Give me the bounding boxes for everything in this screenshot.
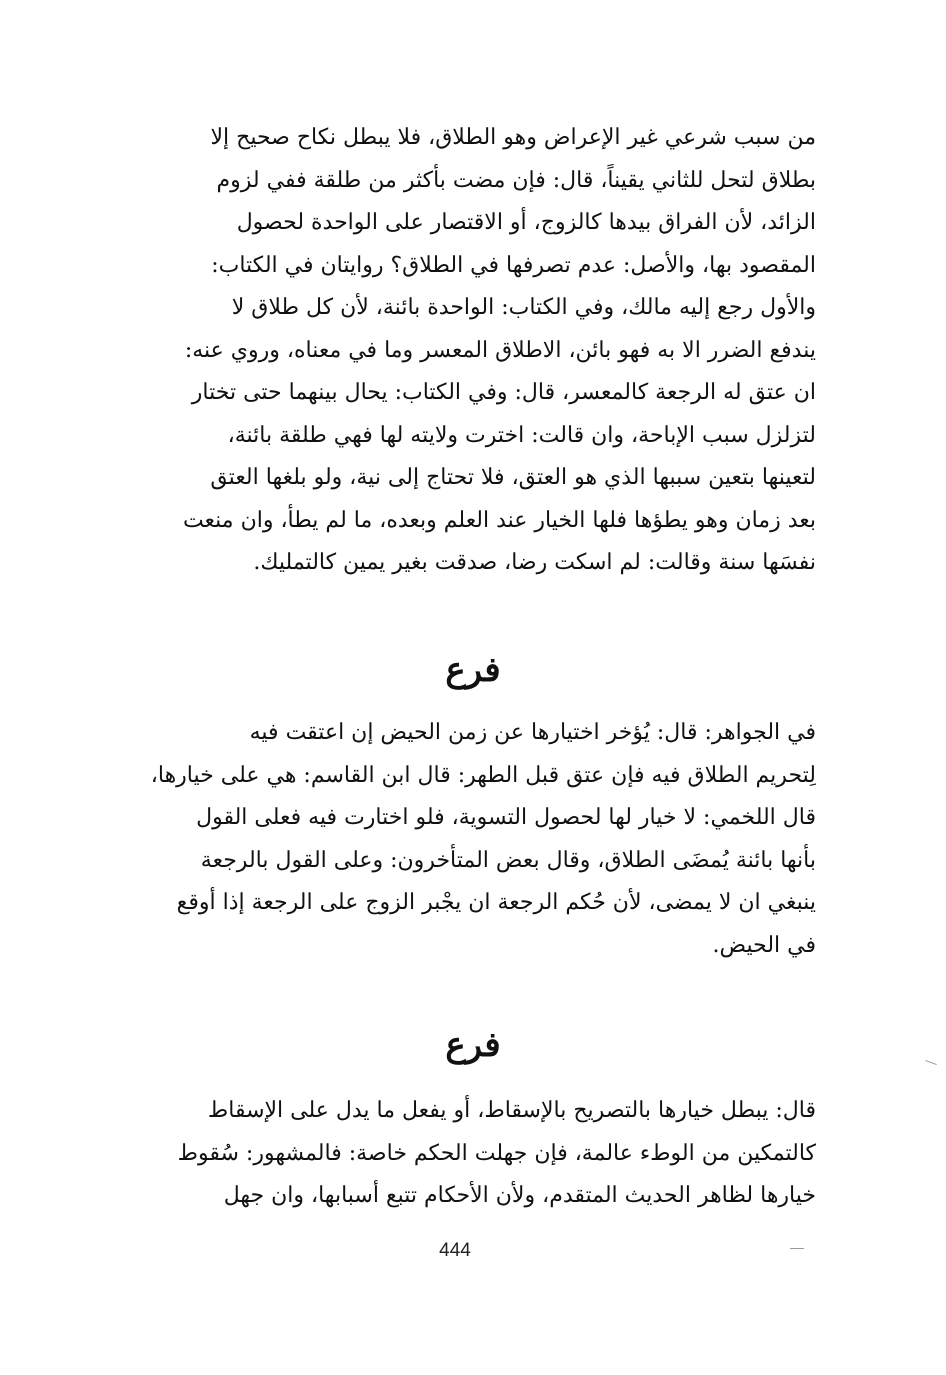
text-line: بعد زمان وهو يطؤها فلها الخيار عند العلم وبعده، ما لم يطأ، وان منعت	[182, 507, 816, 533]
text-line: نفسَها سنة وقالت: لم اسكت رضا، صدقت بغير يمين كالتمليك.	[253, 550, 816, 575]
paragraph-2	[130, 712, 816, 967]
text-line: الزائد، لأن الفراق بيدها كالزوج، أو الاقتصار على الواحدة لحصول	[236, 210, 816, 235]
page-number: 444	[439, 1240, 471, 1261]
text-line: ان عتق له الرجعة كالمعسر، قال: وفي الكتاب: يحال بينهما حتى تختار	[191, 380, 816, 405]
text-line: بطلاق لتحل للثاني يقيناً، قال: فإن مضت بأكثر من طلقة ففي لزوم	[216, 167, 816, 193]
text-line: لتزلزل سبب الإباحة، وان قالت: اخترت ولايته لها فهي طلقة بائنة،	[227, 422, 816, 448]
text-line: من سبب شرعي غير الإعراض وهو الطلاق، فلا يبطل نكاح صحيح إلا	[210, 125, 816, 150]
text-line: يندفع الضرر الا به فهو بائن، الاطلاق المعسر وما في معناه، وروي عنه:	[184, 337, 816, 363]
scan-mark	[790, 1248, 804, 1249]
text-line: لتعينها بتعين سببها الذي هو العتق، فلا تحتاج إلى نية، ولو بلغها العتق	[210, 465, 816, 490]
section-heading-1: فرع	[445, 650, 501, 690]
text-line: في الحيض.	[712, 932, 816, 958]
text-line: والأول رجع إليه مالك، وفي الكتاب: الواحدة بائنة، لأن كل طلاق لا	[231, 295, 816, 320]
text-line: قال اللخمي: لا خيار لها لحصول التسوية، فلو اختارت فيه فعلى القول	[196, 805, 816, 830]
text-line: قال: يبطل خيارها بالتصريح بالإسقاط، أو يفعل ما يدل على الإسقاط	[207, 1098, 816, 1123]
text-line: المقصود بها، والأصل: عدم تصرفها في الطلاق؟ روايتان في الكتاب:	[211, 252, 816, 278]
section-heading-2: فرع	[445, 1025, 501, 1065]
text-line: خيارها لظاهر الحديث المتقدم، ولأن الأحكام تتبع أسبابها، وان جهل	[223, 1183, 816, 1208]
text-line: بأنها بائنة يُمضَى الطلاق، وقال بعض المتأخرون: وعلى القول بالرجعة	[200, 847, 816, 873]
text-line: كالتمكين من الوطء عالمة، فإن جهلت الحكم خاصة: فالمشهور: سُقوط	[177, 1140, 816, 1166]
text-line: في الجواهر: قال: يُؤخر اختيارها عن زمن الحيض إن اعتقت فيه	[249, 720, 816, 745]
paragraph-1	[130, 117, 816, 585]
text-line: ينبغي ان لا يمضى، لأن حُكم الرجعة ان يجْبر الزوج على الرجعة إذا أوقع	[176, 890, 816, 915]
paragraph-3	[130, 1090, 816, 1218]
text-line: لِتحريم الطلاق فيه فإن عتق قبل الطهر: قال ابن القاسم: هي على خيارها،	[150, 762, 816, 788]
